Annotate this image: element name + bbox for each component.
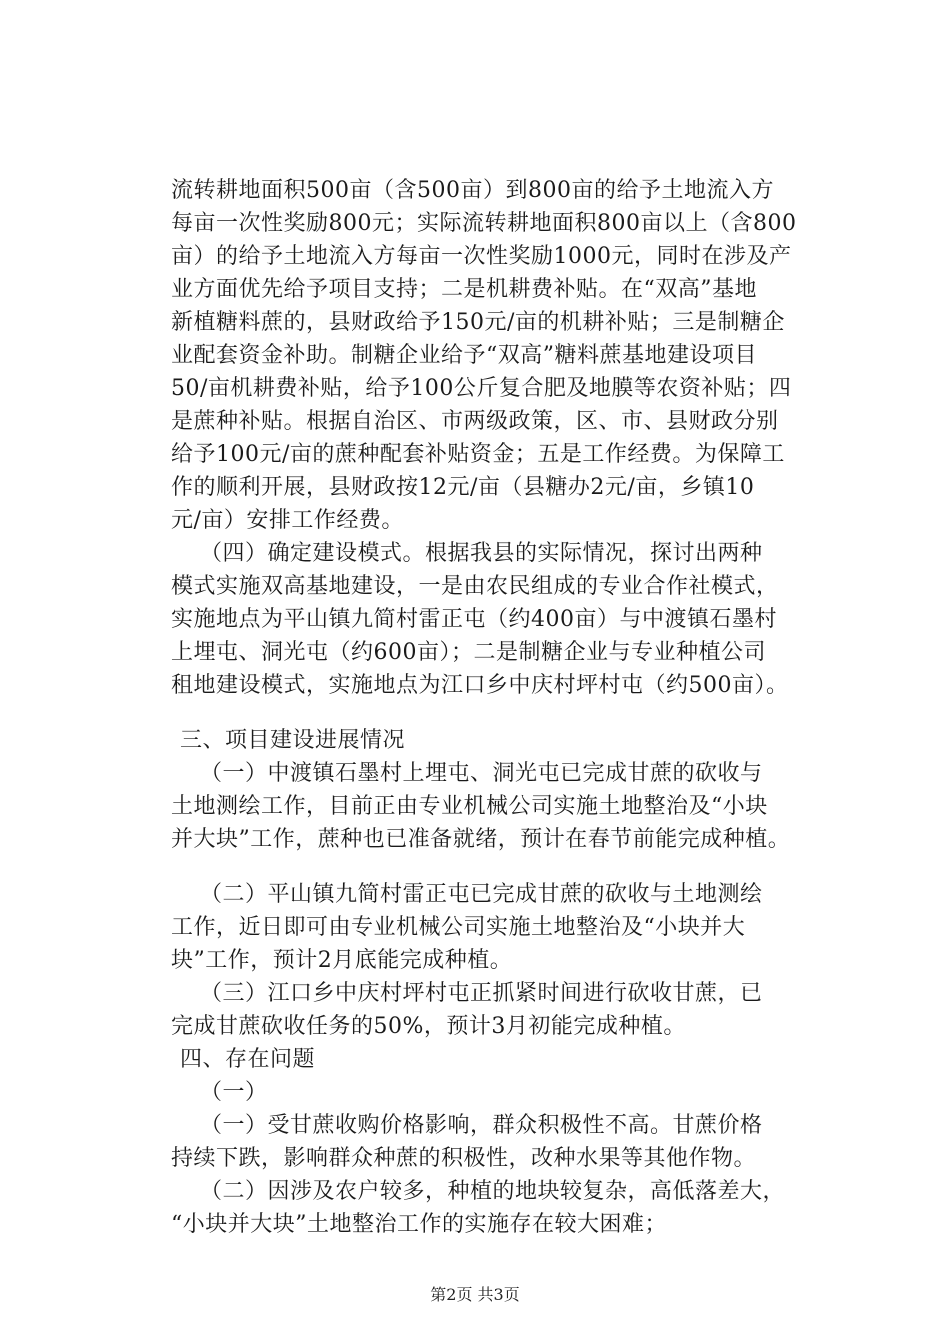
body-text-line: 是蔗种补贴。根据自治区、市两级政策，区、市、县财政分别 [171, 409, 779, 434]
section-heading: 三、项目建设进展情况 [180, 728, 406, 753]
paragraph-start-line: （一）受甘蔗收购价格影响，群众积极性不高。甘蔗价格 [200, 1113, 763, 1138]
paragraph-start-line: （二）因涉及农户较多，种植的地块较复杂，高低落差大， [200, 1179, 786, 1204]
body-text-line: 每亩一次性奖励800元；实际流转耕地面积800亩以上（含800 [171, 211, 797, 236]
body-text-line: 业方面优先给予项目支持；二是机耕费补贴。在“双高”基地 [171, 277, 757, 302]
body-text-line: 元/亩）安排工作经费。 [171, 508, 404, 533]
body-text-line: 工作，近日即可由专业机械公司实施土地整治及“小块并大 [171, 915, 746, 940]
paragraph-start-line: （三）江口乡中庆村坪村屯正抓紧时间进行砍收甘蔗，已 [200, 981, 763, 1006]
body-text-line: 租地建设模式，实施地点为江口乡中庆村坪村屯（约500亩）。 [171, 673, 789, 698]
section-heading: 四、存在问题 [180, 1047, 316, 1072]
body-text-line: 并大块”工作，蔗种也已准备就绪，预计在春节前能完成种植。 [171, 827, 791, 852]
body-text-line: 50/亩机耕费补贴，给予100公斤复合肥及地膜等农资补贴；四 [171, 376, 792, 401]
body-text-line: 模式实施双高基地建设，一是由农民组成的专业合作社模式， [171, 574, 779, 599]
paragraph-start-line: （一） [200, 1080, 268, 1105]
body-text-line: 实施地点为平山镇九简村雷正屯（约400亩）与中渡镇石墨村 [171, 607, 777, 632]
body-text-line: 上埋屯、洞光屯（约600亩）；二是制糖企业与专业种植公司 [171, 640, 766, 665]
paragraph-start-line: （四）确定建设模式。根据我县的实际情况，探讨出两种 [200, 541, 763, 566]
body-text-line: 给予100元/亩的蔗种配套补贴资金；五是工作经费。为保障工 [171, 442, 785, 467]
body-text-line: “小块并大块”土地整治工作的实施存在较大困难； [171, 1212, 667, 1237]
page-footer: 第2页 共3页 [430, 1285, 520, 1304]
paragraph-start-line: （一）中渡镇石墨村上埋屯、洞光屯已完成甘蔗的砍收与 [200, 761, 763, 786]
body-text-line: 作的顺利开展，县财政按12元/亩（县糖办2元/亩，乡镇10 [171, 475, 755, 500]
body-text-line: 块”工作，预计2月底能完成种植。 [171, 948, 513, 973]
body-text-line: 土地测绘工作，目前正由专业机械公司实施土地整治及“小块 [171, 794, 768, 819]
body-text-line: 业配套资金补助。制糖企业给予“双高”糖料蔗基地建设项目 [171, 343, 757, 368]
body-text-line: 流转耕地面积500亩（含500亩）到800亩的给予土地流入方 [171, 178, 774, 203]
paragraph-start-line: （二）平山镇九简村雷正屯已完成甘蔗的砍收与土地测绘 [200, 882, 763, 907]
body-text-line: 新植糖料蔗的，县财政给予150元/亩的机耕补贴；三是制糖企 [171, 310, 785, 335]
body-text-line: 完成甘蔗砍收任务的50%，预计3月初能完成种植。 [171, 1014, 686, 1039]
body-text-line: 持续下跌，影响群众种蔗的积极性，改种水果等其他作物。 [171, 1146, 757, 1171]
body-text-line: 亩）的给予土地流入方每亩一次性奖励1000元，同时在涉及产 [171, 244, 792, 269]
